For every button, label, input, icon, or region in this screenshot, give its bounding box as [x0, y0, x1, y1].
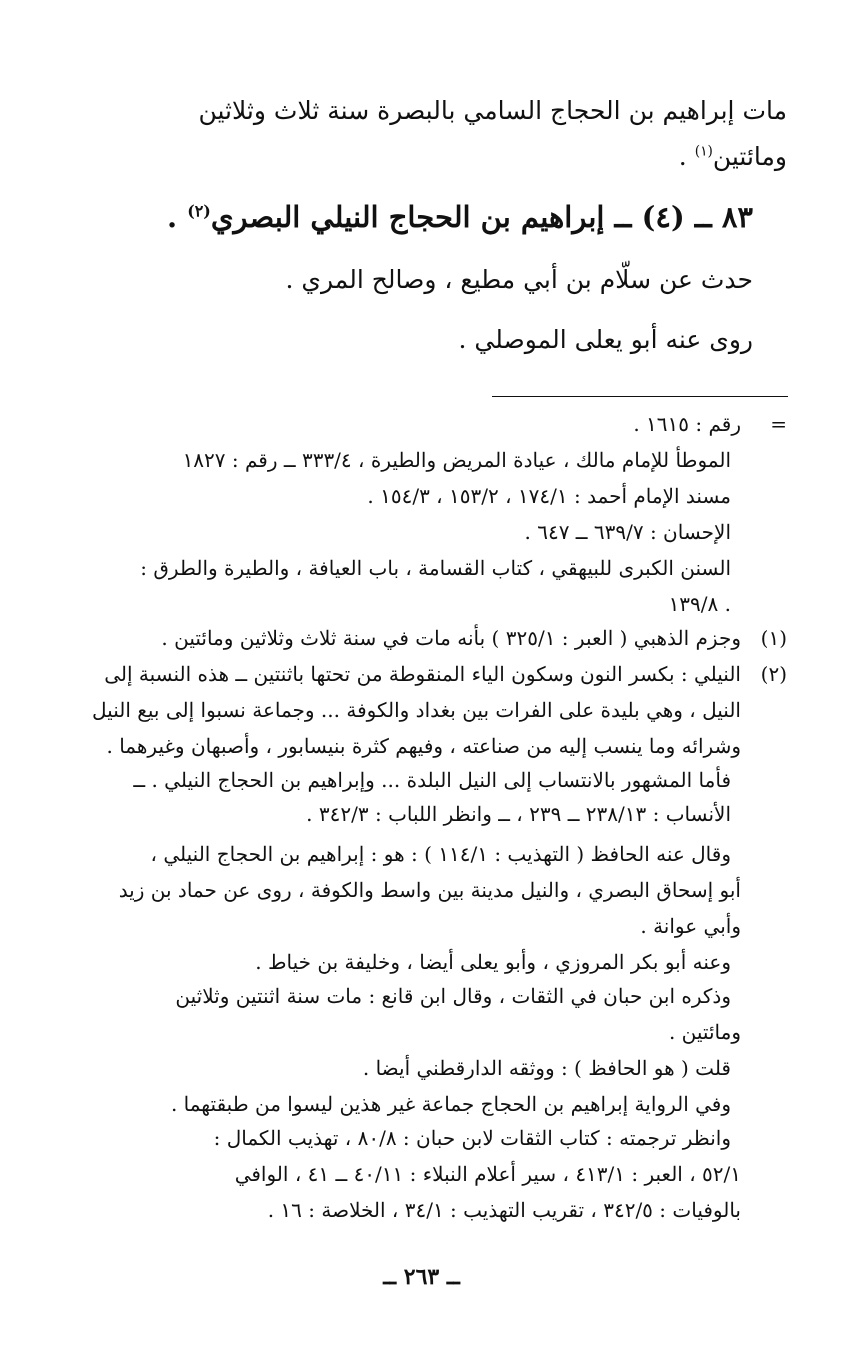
- footnote-line: ومائتين .: [668, 1020, 741, 1044]
- footnote-continuation-marker: =: [770, 412, 787, 436]
- main-line-2: [679, 142, 787, 171]
- footnote-marker-1: (١): [760, 626, 787, 650]
- footnote-line: وذكره ابن حبان في الثقات ، وقال ابن قانع : مات سنة اثنتين وثلاثين: [175, 984, 731, 1008]
- footnote-line: وشرائه وما ينسب إليه من صناعته ، وفيهم كثرة بنيسابور ، وأصبهان وغيرهما .: [106, 734, 741, 758]
- footnote-line: الأنساب : ٢٣٨/١٣ ــ ٢٣٩ ، ــ وانظر اللباب : ٣٤٢/٣ .: [306, 802, 731, 826]
- footnote-line: وفي الرواية إبراهيم بن الحجاج جماعة غير هذين ليسوا من طبقتهما .: [170, 1092, 731, 1116]
- footnote-ref-2: (٢): [187, 201, 211, 221]
- footnote-line: مسند الإمام أحمد : ١٧٤/١ ، ١٥٣/٢ ، ١٥٤/٣ .: [367, 484, 731, 508]
- footnote-line: بالوفيات : ٣٤٢/٥ ، تقريب التهذيب : ٣٤/١ ، الخلاصة : ١٦ .: [267, 1198, 741, 1222]
- footnote-line: السنن الكبرى للبيهقي ، كتاب القسامة ، باب العيافة ، والطيرة والطرق :: [140, 556, 731, 580]
- footnote-line: الإحسان : ٦٣٩/٧ ــ ٦٤٧ .: [524, 520, 731, 544]
- footnote-ref-1: (١): [694, 143, 713, 160]
- footnote-line: رقم : ١٦١٥ .: [633, 412, 741, 436]
- page-number: ــ ٢٦٣ ــ: [383, 1264, 460, 1290]
- main-line-1: مات إبراهيم بن الحجاج السامي بالبصرة سنة ثلاث وثلاثين: [198, 96, 787, 125]
- entry-title-end: .: [166, 200, 188, 234]
- footnote-line: الموطأ للإمام مالك ، عيادة المريض والطيرة ، ٣٣٣/٤ ــ رقم : ١٨٢٧: [182, 448, 731, 472]
- footnote-separator: [492, 396, 788, 397]
- main-line-2-text: ومائتين: [712, 142, 787, 171]
- footnote-line: ١٣٩/٨ .: [668, 592, 731, 616]
- footnote-line: وانظر ترجمته : كتاب الثقات لابن حبان : ٨٠/٨ ، تهذيب الكمال :: [213, 1126, 731, 1150]
- main-line-3: حدث عن سلّام بن أبي مطيع ، وصالح المري .: [285, 265, 753, 294]
- footnote-line: قلت ( هو الحافظ ) : ووثقه الدارقطني أيضا .: [362, 1056, 731, 1080]
- main-line-4: روى عنه أبو يعلى الموصلي .: [458, 325, 753, 354]
- footnote-line: وعنه أبو بكر المروزي ، وأبو يعلى أيضا ، وخليفة بن خياط .: [255, 950, 731, 974]
- footnote-line: وأبي عوانة .: [640, 914, 741, 938]
- footnote-line: فأما المشهور بالانتساب إلى النيل البلدة ... وإبراهيم بن الحجاج النيلي . ــ: [133, 768, 731, 792]
- entry-title: [167, 200, 753, 234]
- footnote-line: وقال عنه الحافظ ( التهذيب : ١١٤/١ ) : هو : إبراهيم بن الحجاج النيلي ،: [150, 842, 731, 866]
- footnote-marker-2: (٢): [760, 662, 787, 686]
- footnote-line: النيلي : بكسر النون وسكون الياء المنقوطة من تحتها باثنتين ــ هذه النسبة إلى: [104, 662, 741, 686]
- footnote-line: النيل ، وهي بليدة على الفرات بين بغداد والكوفة ... وجماعة نسبوا إلى بيع النيل: [92, 698, 741, 722]
- footnote-line: وجزم الذهبي ( العبر : ٣٢٥/١ ) بأنه مات في سنة ثلاث وثلاثين ومائتين .: [161, 626, 741, 650]
- main-line-2-end: .: [678, 142, 695, 171]
- footnote-line: ٥٢/١ ، العبر : ٤١٣/١ ، سير أعلام النبلاء : ٤٠/١١ ــ ٤١ ، الوافي: [234, 1162, 741, 1186]
- entry-title-text: ٨٣ ــ (٤) ــ إبراهيم بن الحجاج النيلي البصري: [210, 200, 753, 234]
- footnote-line: أبو إسحاق البصري ، والنيل مدينة بين واسط والكوفة ، روى عن حماد بن زيد: [118, 878, 741, 902]
